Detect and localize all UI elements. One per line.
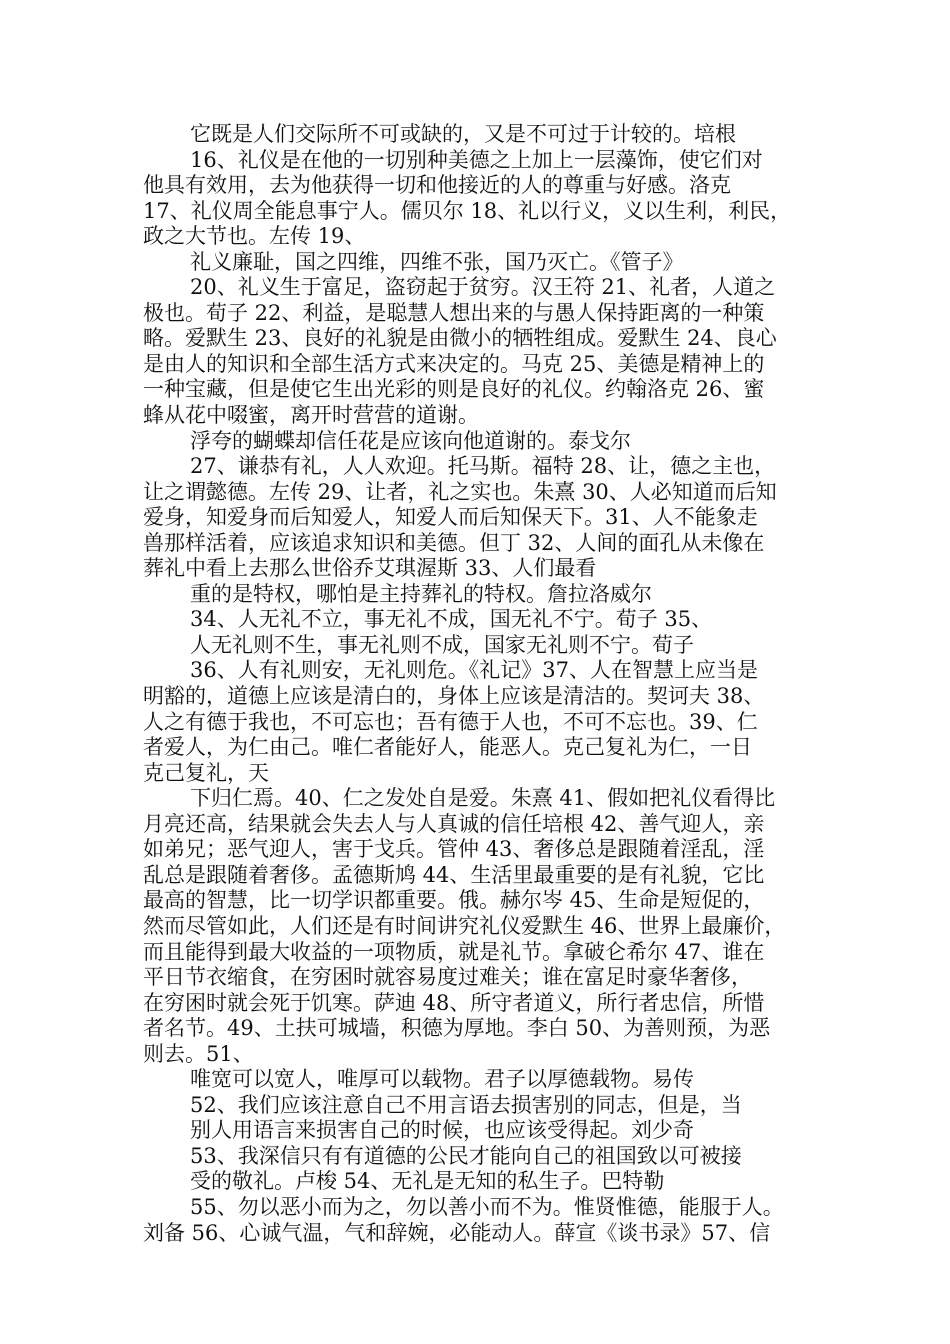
text-line: 人之有德于我也，不可忘也；吾有德于人也，不可不忘也。39、仁: [143, 709, 758, 734]
text-line: 17、礼仪周全能息事宁人。儒贝尔 18、礼以行义，义以生利，利民，: [143, 198, 792, 223]
document-body: [143, 122, 833, 1246]
text-line: 27、谦恭有礼，人人欢迎。托马斯。福特 28、让，德之主也，: [190, 454, 776, 479]
text-line: 者爱人，为仁由己。唯仁者能好人，能恶人。克己复礼为仁，一日: [143, 735, 752, 760]
text-line: 月亮还高，结果就会失去人与人真诚的信任培根 42、善气迎人，亲: [143, 811, 765, 836]
text-line: 克己复礼，天: [143, 760, 269, 785]
text-line: 者名节。49、土扶可城墙，积德为厚地。李白 50、为善则预，为恶: [143, 1016, 771, 1041]
text-line: 平日节衣缩食，在穷困时就容易度过难关；谁在富足时豪华奢侈，: [143, 965, 752, 990]
text-line: 别人用语言来损害自己的时候，也应该受得起。刘少奇: [190, 1118, 694, 1143]
text-line: 受的敬礼。卢梭 54、无礼是无知的私生子。巴特勒: [190, 1169, 665, 1194]
text-line: 政之大节也。左传 19、: [143, 224, 366, 249]
text-line: 则去。51、: [143, 1041, 254, 1066]
text-line: 36、人有礼则安，无礼则危。《礼记》37、人在智慧上应当是: [190, 658, 758, 683]
text-line: 55、勿以恶小而为之，勿以善小而不为。惟贤惟德，能服于人。: [190, 1194, 784, 1219]
text-line: 在穷困时就会死于饥寒。萨迪 48、所守者道义，所行者忠信，所惜: [143, 990, 765, 1015]
text-line: 一种宝藏，但是使它生出光彩的则是良好的礼仪。约翰洛克 26、蜜: [143, 377, 765, 402]
text-line: 略。爱默生 23、良好的礼貌是由微小的牺牲组成。爱默生 24、良心: [143, 326, 777, 351]
text-line: 16、礼仪是在他的一切别种美德之上加上一层藻饰，使它们对: [190, 147, 763, 172]
text-line: 兽那样活着，应该追求知识和美德。但丁 32、人间的面孔从未像在: [143, 530, 765, 555]
text-line: 是由人的知识和全部生活方式来决定的。马克 25、美德是精神上的: [143, 351, 765, 376]
text-line: 52、我们应该注意自己不用言语去损害别的同志，但是，当: [190, 1092, 742, 1117]
text-line: 它既是人们交际所不可或缺的，又是不可过于计较的。培根: [190, 122, 736, 146]
text-line: 礼义廉耻，国之四维，四维不张，国乃灭亡。《管子》: [190, 249, 684, 274]
text-line: 53、我深信只有有道德的公民才能向自己的祖国致以可被接: [190, 1143, 742, 1168]
text-line: 人无礼则不生，事无礼则不成，国家无礼则不宁。荀子: [190, 632, 694, 657]
text-line: 34、人无礼不立，事无礼不成，国无礼不宁。荀子 35、: [190, 607, 713, 632]
text-line: 最高的智慧，比一切学识都重要。俄。赫尔岑 45、生命是短促的，: [143, 888, 765, 913]
text-line: 而且能得到最大收益的一项物质，就是礼节。拿破仑希尔 47、谁在: [143, 939, 765, 964]
text-line: 如弟兄；恶气迎人，害于戈兵。管仲 43、奢侈总是跟随着淫乱，淫: [143, 837, 765, 862]
text-line: 乱总是跟随着奢侈。孟德斯鸠 44、生活里最重要的是有礼貌，它比: [143, 862, 765, 887]
text-line: 葬礼中看上去那么世俗乔艾琪渥斯 33、人们最看: [143, 556, 597, 581]
text-line: 让之谓懿德。左传 29、让者，礼之实也。朱熹 30、人必知道而后知: [143, 479, 777, 504]
text-line: 然而尽管如此，人们还是有时间讲究礼仪爱默生 46、世界上最廉价，: [143, 913, 786, 938]
text-line: 唯宽可以宽人，唯厚可以载物。君子以厚德载物。易传: [190, 1067, 694, 1092]
text-line: 极也。荀子 22、利益，是聪慧人想出来的与愚人保持距离的一种策: [143, 300, 765, 325]
text-line: 下归仁焉。40、仁之发处自是爱。朱熹 41、假如把礼仪看得比: [190, 786, 776, 811]
text-line: 蜂从花中啜蜜，离开时营营的道谢。: [143, 403, 479, 428]
text-line: 重的是特权，哪怕是主持葬礼的特权。詹拉洛威尔: [190, 581, 652, 606]
text-line: 他具有效用，去为他获得一切和他接近的人的尊重与好感。洛克: [143, 173, 731, 198]
text-line: 明豁的，道德上应该是清白的，身体上应该是清洁的。契诃夫 38、: [143, 684, 765, 709]
text-line: 浮夸的蝴蝶却信任花是应该向他道谢的。泰戈尔: [190, 428, 631, 453]
text-line: 爱身，知爱身而后知爱人，知爱人而后知保天下。31、人不能象走: [143, 505, 758, 530]
text-line: 刘备 56、心诚气温，气和辞婉，必能动人。薛宣《谈书录》57、信: [143, 1220, 771, 1245]
text-line: 20、礼义生于富足，盗窃起于贫穷。汉王符 21、礼者，人道之: [190, 275, 776, 300]
